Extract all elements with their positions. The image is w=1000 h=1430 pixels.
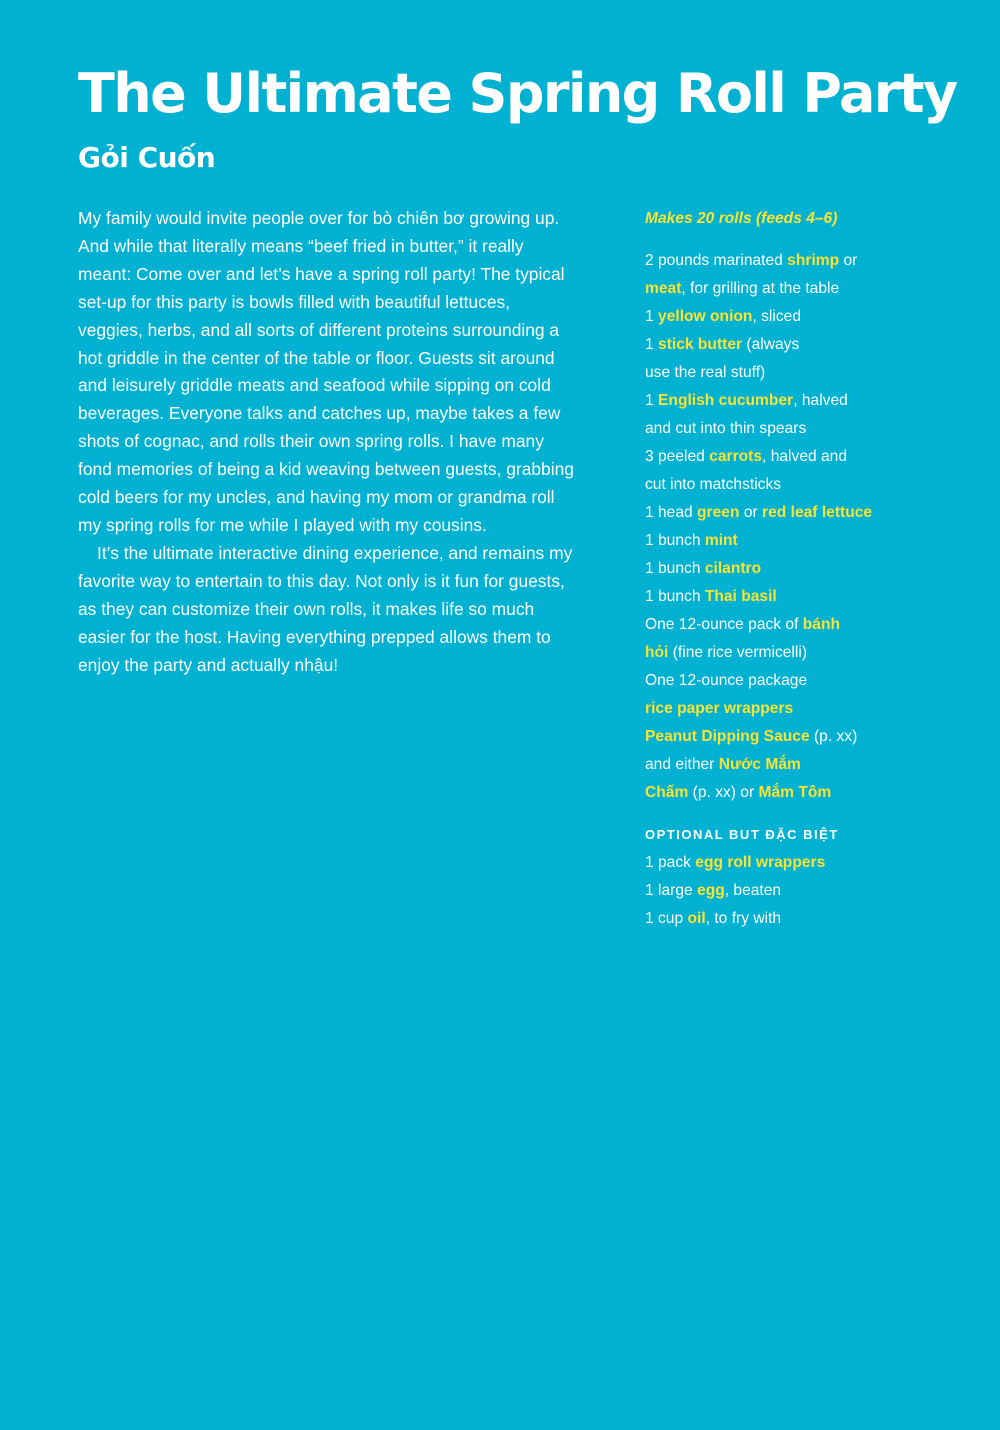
ingredient-rice-paper: One 12-ounce package rice paper wrappers — [645, 672, 808, 717]
ingredient-cucumber: 1 English cucumber, halved and cut into thin spears — [645, 392, 848, 437]
ingredient-sauces: Peanut Dipping Sauce (p. xx) and either Nước Mắm Chấm (p. xx) or Mắm Tôm — [645, 728, 858, 801]
intro-line: favorite way to entertain to this day. Not only is it fun for guests, — [78, 570, 565, 591]
ingredient-egg-roll-wrappers: 1 pack egg roll wrappers — [645, 854, 826, 871]
intro-line: my spring rolls for me while I played with my cousins. — [78, 514, 487, 535]
intro-line: It’s the ultimate interactive dining experience, and remains my — [97, 542, 573, 563]
intro-line: cold beers for my uncles, and having my mom or grandma roll — [78, 487, 555, 508]
ingredient-vermicelli: One 12-ounce pack of bánh hỏi (fine rice vermicelli) — [645, 616, 841, 661]
ingredient-butter: 1 stick butter (always use the real stuff) — [645, 336, 800, 381]
optional-heading: OPTIONAL BUT ĐẶC BIỆT — [645, 827, 839, 842]
intro-line: meant: Come over and let’s have a spring roll party! The typical — [78, 263, 565, 284]
intro-line: set-up for this party is bowls filled with beautiful lettuces, — [78, 291, 511, 312]
ingredient-shrimp: 2 pounds marinated shrimp or meat, for grilling at the table — [645, 252, 858, 297]
intro-line: and leisurely griddle meats and seafood while sipping on cold — [78, 375, 551, 396]
optional-ingredient-list — [645, 849, 975, 933]
intro-line: veggies, herbs, and all sorts of different proteins surrounding a — [78, 319, 560, 340]
ingredient-lettuce: 1 head green or red leaf lettuce — [645, 504, 873, 521]
intro-text — [78, 205, 613, 679]
ingredients-sidebar — [645, 205, 975, 933]
intro-line: And while that literally means “beef fried in butter,” it really — [78, 235, 524, 256]
ingredient-carrots: 3 peeled carrots, halved and cut into matchsticks — [645, 448, 848, 493]
intro-line: fond memories of being a kid weaving between guests, grabbing — [78, 459, 574, 480]
intro-line: hot griddle in the center of the table or floor. Guests sit around — [78, 347, 555, 368]
intro-line: My family would invite people over for bò chiên bơ growing up. — [78, 208, 560, 228]
ingredient-cilantro: 1 bunch cilantro — [645, 560, 762, 577]
recipe-title: The Ultimate Spring Roll Party — [78, 62, 957, 125]
ingredient-onion: 1 yellow onion, sliced — [645, 308, 801, 325]
recipe-subtitle: Gỏi Cuốn — [78, 141, 216, 174]
intro-line: shots of cognac, and rolls their own spring rolls. I have many — [78, 431, 544, 452]
intro-line: enjoy the party and actually nhậu! — [78, 654, 339, 675]
ingredient-egg: 1 large egg, beaten — [645, 882, 782, 899]
intro-line: beverages. Everyone talks and catches up, maybe takes a few — [78, 403, 561, 424]
intro-line: easier for the host. Having everything prepped allows them to — [78, 626, 551, 647]
ingredient-list — [645, 247, 975, 807]
recipe-yield: Makes 20 rolls (feeds 4–6) — [645, 210, 838, 227]
ingredient-mint: 1 bunch mint — [645, 532, 738, 549]
ingredient-basil: 1 bunch Thai basil — [645, 588, 777, 605]
ingredient-oil: 1 cup oil, to fry with — [645, 910, 782, 927]
intro-line: as they can customize their own rolls, it makes life so much — [78, 598, 535, 619]
